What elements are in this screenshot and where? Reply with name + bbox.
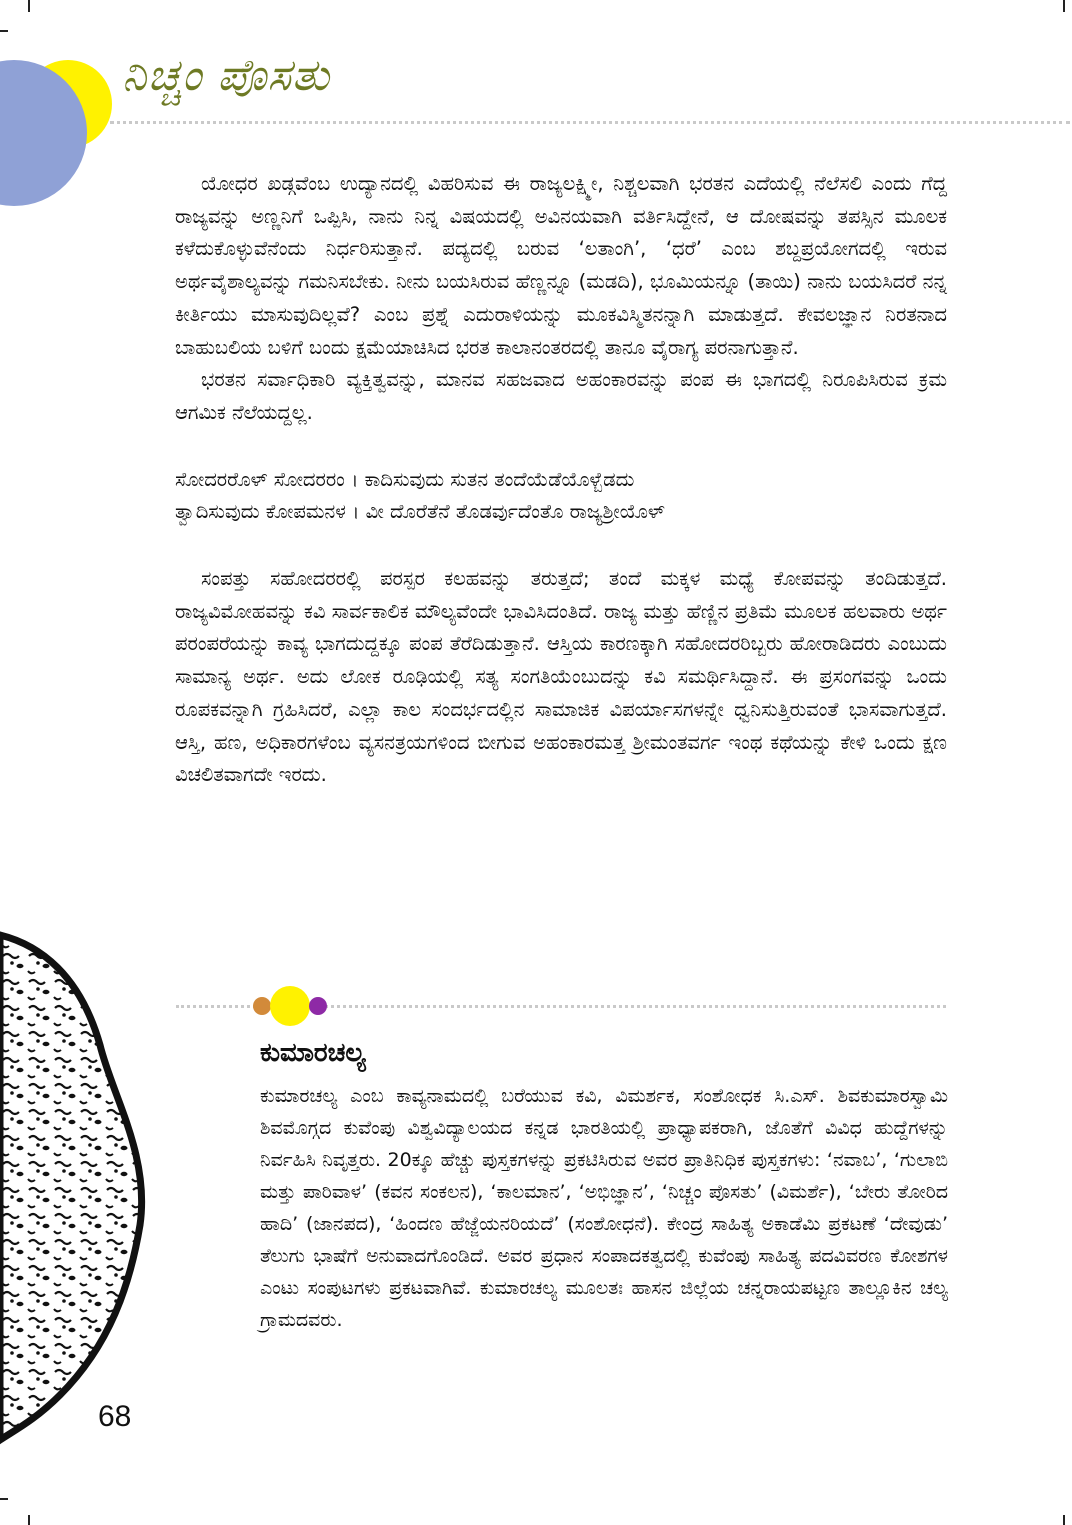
main-body bbox=[175, 168, 947, 792]
verse-block bbox=[175, 464, 947, 529]
paragraph: ಭರತನ ಸರ್ವಾಧಿಕಾರಿ ವ್ಯಕ್ತಿತ್ವವನ್ನು, ಮಾನವ ಸಹಜವಾದ ಅಹಂಕಾರವನ್ನು ಪಂಪ ಈ ಭಾಗದಲ್ಲಿ ನಿರೂಪಿಸಿರುವ ಕ್ರಮ ಆಗಮಿಕ ನೆಲೆಯದ್ದಲ್ಲ. bbox=[175, 368, 947, 424]
purple-dot bbox=[309, 997, 327, 1015]
verse-line: ಸೋದರರೊಳ್ ಸೋದರರಂ । ಕಾದಿಸುವುದು ಸುತನ ತಂದೆಯೆಡೆಯೊಳ್ಬೆಡದು bbox=[175, 467, 635, 491]
page-title: ನಿಚ್ಚಂ ಪೊಸತು bbox=[122, 50, 331, 101]
orange-dot bbox=[253, 997, 271, 1015]
title-dotted-rule bbox=[110, 121, 1070, 124]
bio-text: ಕುಮಾರಚಲ್ಯ ಎಂಬ ಕಾವ್ಯನಾಮದಲ್ಲಿ ಬರೆಯುವ ಕವಿ, ವಿಮರ್ಶಕ, ಸಂಶೋಧಕ ಸಿ.ಎಸ್. ಶಿವಕುಮಾರಸ್ವಾಮಿ ಶಿವಮೊಗ್ಗದ ಕುವೆಂಪು ವಿಶ್ವವಿದ್ಯಾಲಯದ ಕನ್ನಡ ಭಾರತಿಯಲ್ಲಿ ಪ್ರಾಧ್ಯಾಪಕರಾಗಿ, ಜೊತೆಗೆ ವಿವಿಧ ಹುದ್ದೆಗಳನ್ನು ನಿರ್ವಹಿಸಿ ನಿವೃತ್ತರು. 20ಕ್ಕೂ ಹೆಚ್ಚು ಪುಸ್ತಕಗಳನ್ನು ಪ್ರಕಟಿಸಿರುವ ಅವರ ಪ್ರಾತಿನಿಧಿಕ ಪುಸ್ತಕಗಳು: ‘ನವಾಬ’, ‘ಗುಲಾಬಿ ಮತ್ತು ಪಾರಿವಾಳ’ (ಕವನ ಸಂಕಲನ), ‘ಕಾಲಮಾನ’, ‘ಅಭಿಜ್ಞಾನ’, ‘ನಿಚ್ಚಂ ಪೊಸತು’ (ವಿಮರ್ಶೆ), ‘ಬೇರು ತೋರಿದ ಹಾದಿ’ (ಜಾನಪದ), ‘ಹಿಂದಣ ಹೆಜ್ಜೆಯನರಿಯದೆ’ (ಸಂಶೋಧನೆ). ಕೇಂದ್ರ ಸಾಹಿತ್ಯ ಅಕಾಡೆಮಿ ಪ್ರಕಟಣೆ ‘ದೇವುಡು’ ತೆಲುಗು ಭಾಷೆಗೆ ಅನುವಾದಗೊಂಡಿದೆ. ಅವರ ಪ್ರಧಾನ ಸಂಪಾದಕತ್ವದಲ್ಲಿ ಕುವೆಂಪು ಸಾಹಿತ್ಯ ಪದವಿವರಣ ಕೋಶಗಳ ಎಂಟು ಸಂಪುಟಗಳು ಪ್ರಕಟವಾಗಿವೆ. ಕುಮಾರಚಲ್ಯ ಮೂಲತಃ ಹಾಸನ ಜಿಲ್ಲೆಯ ಚನ್ನರಾಯಪಟ್ಟಣ ತಾಲ್ಲೂಕಿನ ಚಲ್ಯ ಗ್ರಾಮದವರು. bbox=[260, 1085, 948, 1331]
paragraph: ಯೋಧರ ಖಡ್ಗವೆಂಬ ಉದ್ಯಾನದಲ್ಲಿ ವಿಹರಿಸುವ ಈ ರಾಜ್ಯಲಕ್ಷ್ಮೀ, ನಿಶ್ಚಲವಾಗಿ ಭರತನ ಎದೆಯಲ್ಲಿ ನೆಲೆಸಲಿ ಎಂದು ಗೆದ್ದ ರಾಜ್ಯವನ್ನು ಅಣ್ಣನಿಗೆ ಒಪ್ಪಿಸಿ, ನಾನು ನಿನ್ನ ವಿಷಯದಲ್ಲಿ ಅವಿನಯವಾಗಿ ವರ್ತಿಸಿದ್ದೇನೆ, ಆ ದೋಷವನ್ನು ತಪಸ್ಸಿನ ಮೂಲಕ ಕಳೆದುಕೊಳ್ಳುವೆನೆಂದು ನಿರ್ಧರಿಸುತ್ತಾನೆ. ಪದ್ಯದಲ್ಲಿ ಬರುವ ‘ಲತಾಂಗಿ’, ‘ಧರೆ’ ಎಂಬ ಶಬ್ದಪ್ರಯೋಗದಲ್ಲಿ ಇರುವ ಅರ್ಥವೈಶಾಲ್ಯವನ್ನು ಗಮನಿಸಬೇಕು. ನೀನು ಬಯಸಿರುವ ಹೆಣ್ಣನ್ನೂ (ಮಡದಿ), ಭೂಮಿಯನ್ನೂ (ತಾಯಿ) ನಾನು ಬಯಸಿದರೆ ನನ್ನ ಕೀರ್ತಿಯು ಮಾಸುವುದಿಲ್ಲವೆ? ಎಂಬ ಪ್ರಶ್ನೆ ಎದುರಾಳಿಯನ್ನು ಮೂಕವಿಸ್ಮಿತನನ್ನಾಗಿ ಮಾಡುತ್ತದೆ. ಕೇವಲಜ್ಞಾನ ನಿರತನಾದ ಬಾಹುಬಲಿಯ ಬಳಿಗೆ ಬಂದು ಕ್ಷಮೆಯಾಚಿಸಿದ ಭರತ ಕಾಲಾನಂತರದಲ್ಲಿ ತಾನೂ ವೈರಾಗ್ಯ ಪರನಾಗುತ್ತಾನೆ. bbox=[175, 172, 947, 359]
separator-dots-graphic bbox=[252, 985, 332, 1029]
crop-mark-left-lower bbox=[0, 1498, 8, 1500]
crop-mark-left-upper bbox=[0, 30, 8, 32]
page-number: 68 bbox=[98, 1400, 132, 1433]
paragraph: ಸಂಪತ್ತು ಸಹೋದರರಲ್ಲಿ ಪರಸ್ಪರ ಕಲಹವನ್ನು ತರುತ್ತದೆ; ತಂದೆ ಮಕ್ಕಳ ಮಧ್ಯೆ ಕೋಪವನ್ನು ತಂದಿಡುತ್ತದೆ. ರಾಜ್ಯವಿಮೋಹವನ್ನು ಕವಿ ಸಾರ್ವಕಾಲಿಕ ಮೌಲ್ಯವೆಂದೇ ಭಾವಿಸಿದಂತಿದೆ. ರಾಜ್ಯ ಮತ್ತು ಹೆಣ್ಣಿನ ಪ್ರತಿಮೆ ಮೂಲಕ ಹಲವಾರು ಅರ್ಥ ಪರಂಪರೆಯನ್ನು ಕಾವ್ಯ ಭಾಗದುದ್ದಕ್ಕೂ ಪಂಪ ತೆರೆದಿಡುತ್ತಾನೆ. ಆಸ್ತಿಯ ಕಾರಣಕ್ಕಾಗಿ ಸಹೋದರರಿಬ್ಬರು ಹೋರಾಡಿದರು ಎಂಬುದು ಸಾಮಾನ್ಯ ಅರ್ಥ. ಅದು ಲೋಕ ರೂಢಿಯಲ್ಲಿ ಸತ್ಯ ಸಂಗತಿಯೆಂಬುದನ್ನು ಕವಿ ಸಮರ್ಥಿಸಿದ್ದಾನೆ. ಈ ಪ್ರಸಂಗವನ್ನು ಒಂದು ರೂಪಕವನ್ನಾಗಿ ಗ್ರಹಿಸಿದರೆ, ಎಲ್ಲಾ ಕಾಲ ಸಂದರ್ಭದಲ್ಲಿನ ಸಾಮಾಜಿಕ ವಿಪರ್ಯಾಸಗಳನ್ನೇ ಧ್ವನಿಸುತ್ತಿರುವಂತೆ ಭಾಸವಾಗುತ್ತದೆ. ಆಸ್ತಿ, ಹಣ, ಅಧಿಕಾರಗಳೆಂಬ ವ್ಯಸನತ್ರಯಗಳಿಂದ ಬೀಗುವ ಅಹಂಕಾರಮತ್ತ ಶ್ರೀಮಂತವರ್ಗ ಇಂಥ ಕಥೆಯನ್ನು ಕೇಳಿ ಒಂದು ಕ್ಷಣ ವಿಚಲಿತವಾಗದೇ ಇರದು. bbox=[175, 567, 947, 787]
decorative-circles-graphic bbox=[0, 60, 120, 210]
crop-mark-top-left bbox=[28, 0, 30, 12]
pattern-blob bbox=[0, 935, 142, 1440]
decorative-pattern-graphic bbox=[0, 925, 160, 1445]
crop-mark-top-right bbox=[1063, 0, 1065, 12]
verse-line: ತ್ವಾದಿಸುವುದು ಕೋಪಮನಳ । ವೀ ದೊರೆತೆನೆ ತೊಡರ್ವುದೆಂತೊ ರಾಜ್ಯಶ್ರೀಯೊಳ್ bbox=[175, 500, 665, 524]
crop-mark-bottom-right bbox=[1063, 1515, 1065, 1525]
yellow-dot bbox=[270, 986, 310, 1026]
crop-mark-bottom-left bbox=[28, 1515, 30, 1525]
bio-heading: ಕುಮಾರಚಲ್ಯ bbox=[260, 1038, 366, 1068]
